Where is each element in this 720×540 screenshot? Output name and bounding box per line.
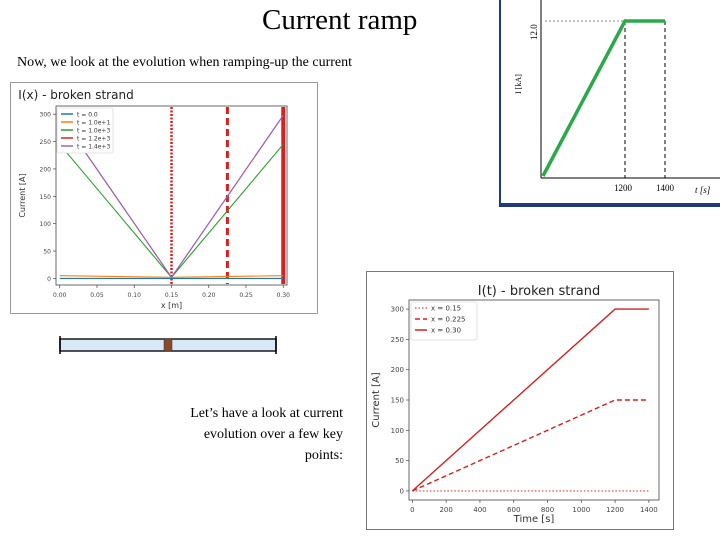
x-tick-label: 0.30 — [276, 292, 290, 299]
x-tick-label: 0.05 — [90, 292, 104, 299]
y-tick-label: 200 — [390, 366, 404, 375]
ramp-x-tick-1200: 1200 — [614, 183, 632, 193]
x-tick-label: 0.25 — [239, 292, 253, 299]
ramp-x-tick-1400: 1400 — [656, 183, 674, 193]
y-tick-label: 0 — [399, 487, 404, 496]
ramp-y-tick: 12.0 — [529, 24, 539, 40]
ramp-current-line — [543, 21, 665, 176]
y-tick-label: 100 — [39, 221, 51, 229]
chart-title: I(t) - broken strand — [477, 284, 601, 299]
y-tick-label: 150 — [390, 396, 404, 405]
legend-label: x = 0.225 — [431, 315, 466, 324]
slide-title: Current ramp — [262, 4, 418, 36]
ramp-y-label: I [kA] — [514, 74, 523, 94]
strand-schematic — [58, 336, 278, 354]
legend-label: t = 1.0e+1 — [77, 119, 111, 127]
x-tick-label: 1400 — [639, 506, 658, 514]
y-axis-label: Current [A] — [371, 372, 382, 428]
x-tick-label: 1000 — [572, 506, 591, 514]
legend-label: x = 0.30 — [431, 326, 462, 335]
y-tick-label: 200 — [39, 166, 51, 174]
y-tick-label: 0 — [47, 275, 51, 283]
chart-current-vs-time — [366, 271, 674, 530]
y-tick-label: 250 — [39, 139, 51, 147]
legend-label: t = 1.4e+3 — [77, 143, 111, 151]
y-tick-label: 100 — [390, 426, 404, 435]
key-points-text: Let’s have a look at current evolution over a few key points: — [190, 406, 343, 463]
y-tick-label: 300 — [39, 111, 51, 119]
x-tick-label: 0 — [410, 506, 415, 514]
legend-label: t = 0.0 — [77, 111, 98, 119]
series-line — [412, 400, 648, 491]
y-tick-label: 250 — [390, 335, 404, 344]
x-tick-label: 0.00 — [53, 292, 67, 299]
x-tick-label: 800 — [540, 506, 555, 514]
legend-label: t = 1.0e+3 — [77, 127, 111, 135]
legend-label: x = 0.15 — [431, 304, 462, 313]
x-tick-label: 0.20 — [202, 292, 216, 299]
x-tick-label: 200 — [439, 506, 453, 514]
x-tick-label: 0.15 — [164, 292, 179, 299]
chart-current-vs-position — [10, 82, 318, 314]
y-tick-label: 50 — [43, 248, 51, 256]
ramp-inset — [499, 0, 720, 210]
x-axis-label: x [m] — [160, 301, 183, 310]
x-tick-label: 400 — [473, 506, 487, 514]
x-tick-label: 0.10 — [127, 292, 141, 299]
x-tick-label: 1200 — [606, 506, 624, 514]
y-tick-label: 300 — [390, 305, 404, 314]
x-tick-label: 600 — [507, 506, 521, 514]
y-tick-label: 150 — [39, 193, 51, 201]
legend-label: t = 1.2e+3 — [77, 135, 111, 143]
y-tick-label: 50 — [395, 457, 404, 466]
intro-text: Now, we look at the evolution when ramping-up the current — [17, 55, 353, 70]
broken-segment — [164, 339, 172, 351]
y-axis-label: Current [A] — [18, 173, 27, 218]
ramp-x-label: t [s] — [695, 185, 711, 195]
chart-title: I(x) - broken strand — [18, 88, 134, 102]
x-axis-label: Time [s] — [513, 514, 555, 525]
